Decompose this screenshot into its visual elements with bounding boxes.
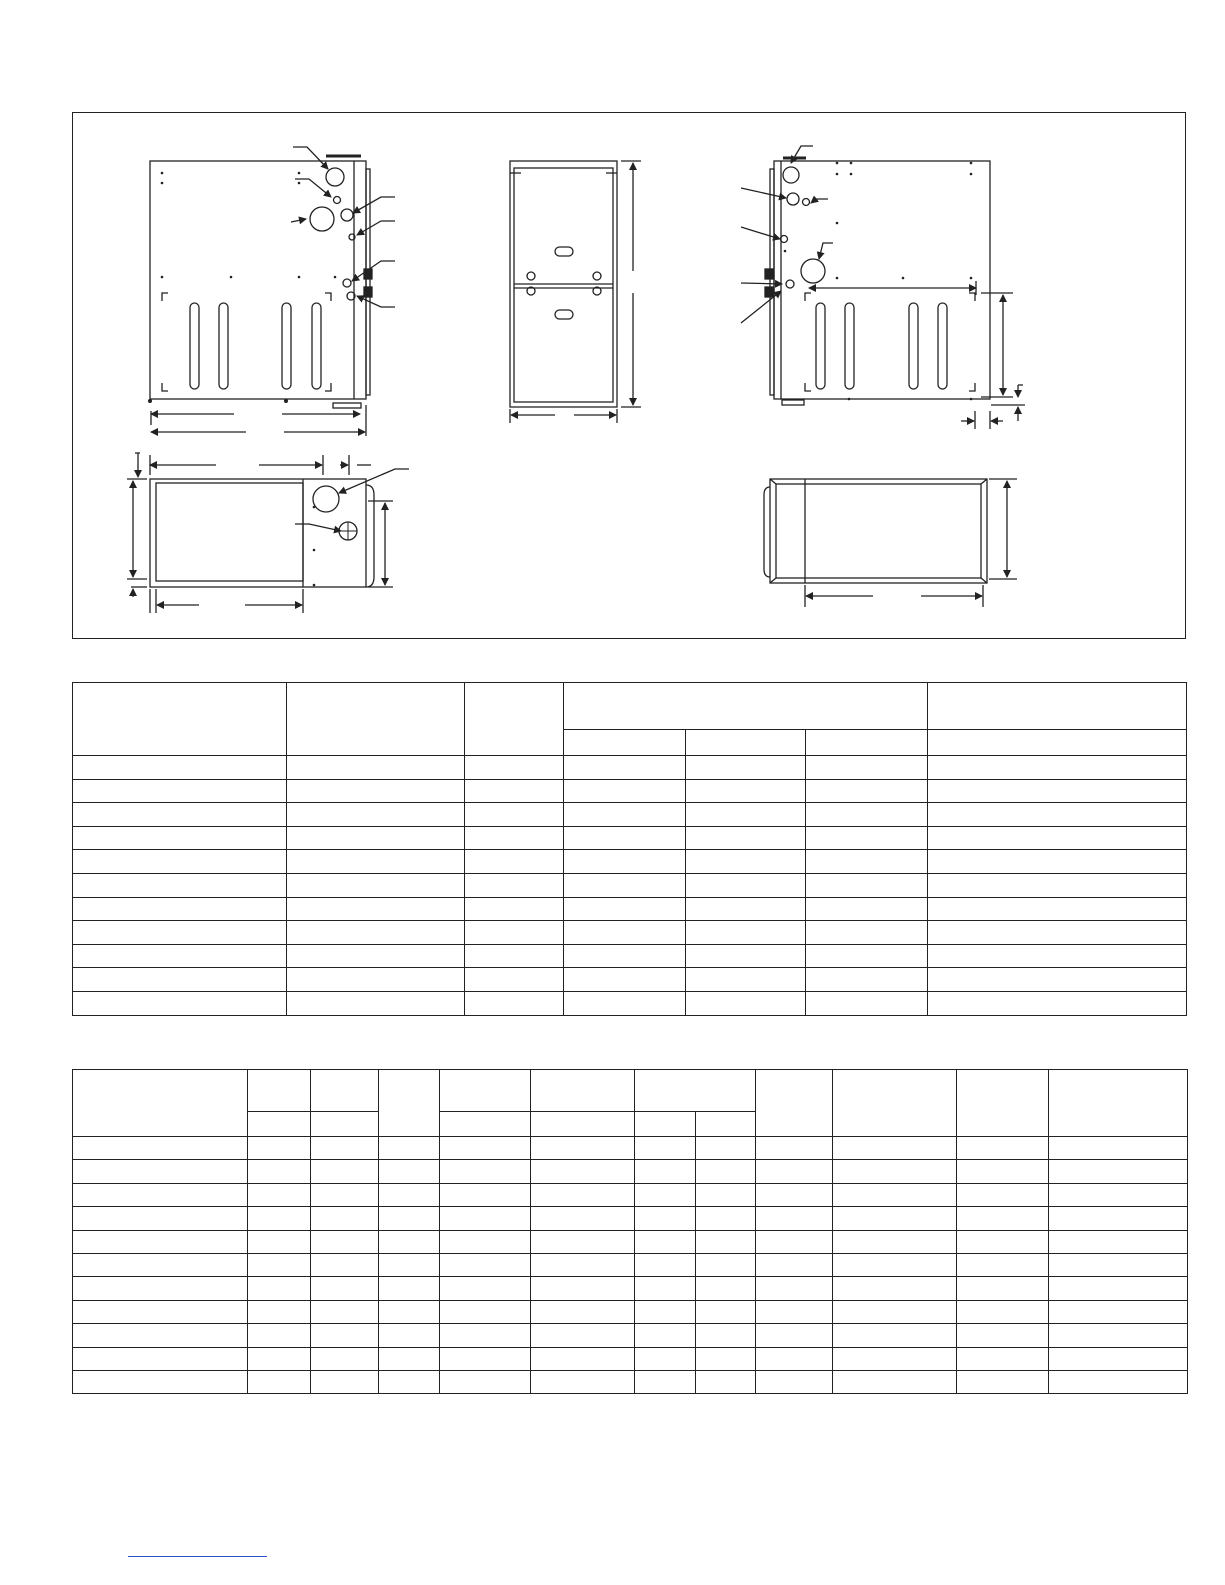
table-cell [928, 826, 1187, 850]
table-cell [956, 1207, 1049, 1230]
table-cell [287, 991, 465, 1015]
table-cell [806, 873, 928, 897]
table-cell [564, 826, 686, 850]
table-cell [696, 1207, 756, 1230]
table-cell [465, 756, 564, 780]
table-cell [806, 968, 928, 992]
table-cell [928, 921, 1187, 945]
table-cell [287, 850, 465, 874]
header-cell [73, 683, 287, 756]
table-cell [686, 968, 806, 992]
table-cell [73, 991, 287, 1015]
front-view [510, 161, 641, 423]
dimension-table [72, 1069, 1188, 1394]
table-cell [832, 1207, 956, 1230]
table-cell [756, 1230, 832, 1253]
header-cell [564, 683, 928, 730]
table-cell [310, 1253, 378, 1276]
table-cell [634, 1370, 695, 1393]
table-cell [310, 1183, 378, 1206]
table-cell [806, 897, 928, 921]
table-cell [465, 991, 564, 1015]
bottom-cabinet-outline [150, 479, 366, 587]
header-cell [531, 1070, 634, 1112]
right-side-view [741, 146, 1025, 429]
table-cell [564, 968, 686, 992]
table-cell [73, 756, 287, 780]
table-cell [832, 1253, 956, 1276]
table-cell [956, 1160, 1049, 1183]
header-cell [310, 1112, 378, 1137]
left-vent-knockout [326, 168, 344, 186]
table-cell [696, 1137, 756, 1160]
table-cell [439, 1370, 530, 1393]
table-cell [73, 1137, 248, 1160]
right-cabinet-outline [774, 161, 990, 399]
table-cell [287, 826, 465, 850]
table-cell [564, 756, 686, 780]
table-cell [73, 873, 287, 897]
header-cell [564, 730, 686, 756]
header-cell [634, 1112, 695, 1137]
table-cell [378, 1370, 439, 1393]
table-cell [287, 756, 465, 780]
table-cell [956, 1183, 1049, 1206]
header-cell [287, 683, 465, 756]
table-row [73, 1370, 1188, 1393]
table-cell [756, 1183, 832, 1206]
table-cell [531, 1347, 634, 1370]
table-body [73, 756, 1187, 1016]
table-cell [956, 1253, 1049, 1276]
table-cell [956, 1370, 1049, 1393]
table-cell [696, 1230, 756, 1253]
table-row [73, 850, 1187, 874]
table-cell [73, 921, 287, 945]
right-flue-knockout [801, 259, 825, 283]
table-cell [956, 1277, 1049, 1300]
table-cell [287, 779, 465, 803]
table-cell [686, 944, 806, 968]
table-cell [696, 1160, 756, 1183]
table-cell [310, 1277, 378, 1300]
table-cell [248, 1277, 310, 1300]
table-cell [248, 1160, 310, 1183]
header-cell [806, 730, 928, 756]
table-cell [73, 826, 287, 850]
table-cell [73, 803, 287, 827]
table-cell [686, 991, 806, 1015]
table-cell [73, 1230, 248, 1253]
table-cell [248, 1230, 310, 1253]
table-cell [378, 1207, 439, 1230]
header-cell [531, 1112, 634, 1137]
header-cell [696, 1112, 756, 1137]
header-cell [378, 1070, 439, 1137]
table-cell [634, 1160, 695, 1183]
table-cell [287, 803, 465, 827]
table-cell [1049, 1277, 1188, 1300]
table-row [73, 1347, 1188, 1370]
header-row [73, 683, 1187, 730]
table-cell [686, 756, 806, 780]
table-cell [756, 1253, 832, 1276]
table-cell [686, 873, 806, 897]
header-cell [439, 1112, 530, 1137]
table-cell [696, 1300, 756, 1323]
table-cell [634, 1137, 695, 1160]
table-cell [1049, 1324, 1188, 1347]
table-cell [806, 944, 928, 968]
table-cell [756, 1370, 832, 1393]
table-cell [531, 1137, 634, 1160]
table-cell [310, 1324, 378, 1347]
table-cell [378, 1347, 439, 1370]
table-cell [439, 1183, 530, 1206]
table-cell [956, 1137, 1049, 1160]
table-cell [634, 1230, 695, 1253]
table-cell [310, 1347, 378, 1370]
header-cell [73, 1070, 248, 1137]
table-cell [73, 1160, 248, 1183]
table-cell [928, 850, 1187, 874]
table-cell [956, 1324, 1049, 1347]
table-cell [439, 1230, 530, 1253]
table-cell [248, 1370, 310, 1393]
table-cell [564, 803, 686, 827]
table-cell [564, 991, 686, 1015]
table-cell [531, 1370, 634, 1393]
table-cell [248, 1347, 310, 1370]
table-cell [756, 1160, 832, 1183]
table-cell [806, 826, 928, 850]
table-cell [1049, 1300, 1188, 1323]
table-cell [465, 944, 564, 968]
table-cell [756, 1207, 832, 1230]
table-cell [686, 897, 806, 921]
table-cell [248, 1137, 310, 1160]
table-cell [928, 897, 1187, 921]
table-cell [287, 921, 465, 945]
table-cell [73, 779, 287, 803]
bottom-view [127, 453, 409, 613]
table-body [73, 1137, 1188, 1394]
table-cell [73, 1347, 248, 1370]
table-cell [564, 944, 686, 968]
table-cell [832, 1160, 956, 1183]
table-cell [634, 1253, 695, 1276]
table-cell [634, 1324, 695, 1347]
table-cell [634, 1277, 695, 1300]
table-cell [1049, 1230, 1188, 1253]
table-cell [956, 1230, 1049, 1253]
table-cell [832, 1347, 956, 1370]
table-cell [806, 756, 928, 780]
table-cell [439, 1253, 530, 1276]
table-cell [73, 1183, 248, 1206]
table-cell [465, 897, 564, 921]
header-cell [634, 1070, 756, 1112]
table-row [73, 897, 1187, 921]
table-cell [928, 803, 1187, 827]
table-cell [73, 944, 287, 968]
table-cell [928, 779, 1187, 803]
table-cell [806, 850, 928, 874]
table-cell [832, 1370, 956, 1393]
table-row [73, 1160, 1188, 1183]
table-cell [73, 1324, 248, 1347]
table-cell [634, 1183, 695, 1206]
table-cell [310, 1137, 378, 1160]
table-cell [248, 1300, 310, 1323]
table-cell [928, 873, 1187, 897]
table-cell [287, 968, 465, 992]
table-row [73, 803, 1187, 827]
table-cell [832, 1300, 956, 1323]
table-row [73, 1324, 1188, 1347]
table-row [73, 968, 1187, 992]
specification-table [72, 682, 1187, 1016]
table-cell [465, 803, 564, 827]
table-cell [531, 1183, 634, 1206]
table-cell [564, 873, 686, 897]
table-cell [634, 1347, 695, 1370]
table-row [73, 1183, 1188, 1206]
table-cell [956, 1300, 1049, 1323]
table-cell [73, 1207, 248, 1230]
table-row [73, 873, 1187, 897]
table-row [73, 991, 1187, 1015]
table-cell [696, 1347, 756, 1370]
footer-link-underline [128, 1556, 267, 1557]
table-cell [1049, 1137, 1188, 1160]
bottom-flue-opening [313, 486, 339, 512]
table-cell [1049, 1160, 1188, 1183]
table-cell [832, 1324, 956, 1347]
table-cell [696, 1324, 756, 1347]
table-cell [439, 1347, 530, 1370]
top-cabinet-outline [770, 479, 987, 583]
table-row [73, 944, 1187, 968]
header-cell [756, 1070, 832, 1137]
table-cell [1049, 1207, 1188, 1230]
header-cell [465, 683, 564, 756]
table-cell [465, 779, 564, 803]
left-cabinet-outline [150, 161, 366, 399]
table-cell [832, 1277, 956, 1300]
table-row [73, 826, 1187, 850]
table-cell [564, 850, 686, 874]
table-cell [956, 1347, 1049, 1370]
table-cell [531, 1207, 634, 1230]
table-cell [1049, 1183, 1188, 1206]
header-cell [248, 1112, 310, 1137]
table-cell [928, 944, 1187, 968]
table-cell [465, 873, 564, 897]
table-cell [248, 1253, 310, 1276]
table-row [73, 756, 1187, 780]
table-cell [832, 1137, 956, 1160]
right-vent-knockout [783, 167, 799, 183]
table-cell [634, 1300, 695, 1323]
table-cell [248, 1183, 310, 1206]
table-cell [439, 1160, 530, 1183]
table-cell [756, 1137, 832, 1160]
header-row [73, 1070, 1188, 1112]
table-cell [634, 1207, 695, 1230]
table-cell [1049, 1347, 1188, 1370]
table-cell [73, 850, 287, 874]
table-cell [756, 1300, 832, 1323]
table-cell [686, 779, 806, 803]
header-cell [1049, 1070, 1188, 1137]
header-cell [310, 1070, 378, 1112]
table-cell [686, 921, 806, 945]
table-cell [378, 1324, 439, 1347]
table-cell [756, 1277, 832, 1300]
table-row [73, 779, 1187, 803]
table-cell [1049, 1370, 1188, 1393]
table-cell [564, 779, 686, 803]
header-cell [928, 730, 1187, 756]
table-cell [531, 1277, 634, 1300]
header-cell [439, 1070, 530, 1112]
top-view [764, 479, 1017, 607]
table-cell [686, 850, 806, 874]
table-cell [531, 1253, 634, 1276]
table-cell [928, 968, 1187, 992]
table-cell [310, 1230, 378, 1253]
table-cell [1049, 1253, 1188, 1276]
table-cell [73, 1370, 248, 1393]
table-row [73, 921, 1187, 945]
table-cell [287, 944, 465, 968]
table-cell [756, 1324, 832, 1347]
table-cell [378, 1230, 439, 1253]
table-cell [531, 1230, 634, 1253]
table-cell [439, 1324, 530, 1347]
table-cell [287, 897, 465, 921]
table-cell [806, 991, 928, 1015]
table-cell [806, 803, 928, 827]
dimension-drawing-panel [72, 112, 1186, 639]
table-cell [310, 1160, 378, 1183]
table-cell [686, 803, 806, 827]
table-cell [73, 1253, 248, 1276]
table-cell [439, 1300, 530, 1323]
table-row [73, 1300, 1188, 1323]
table-row [73, 1207, 1188, 1230]
table-cell [696, 1277, 756, 1300]
table-cell [928, 991, 1187, 1015]
table-cell [696, 1370, 756, 1393]
table-row [73, 1230, 1188, 1253]
table-cell [310, 1207, 378, 1230]
table-cell [696, 1183, 756, 1206]
table-cell [310, 1370, 378, 1393]
header-cell [928, 683, 1187, 730]
table-cell [378, 1160, 439, 1183]
table-cell [310, 1300, 378, 1323]
table-cell [439, 1277, 530, 1300]
table-cell [439, 1207, 530, 1230]
header-cell [956, 1070, 1049, 1137]
table-cell [248, 1324, 310, 1347]
table-cell [248, 1207, 310, 1230]
table-cell [806, 779, 928, 803]
table-cell [531, 1324, 634, 1347]
table-row [73, 1137, 1188, 1160]
table-cell [378, 1137, 439, 1160]
table-cell [832, 1183, 956, 1206]
table-cell [73, 1277, 248, 1300]
table-cell [806, 921, 928, 945]
table-cell [465, 850, 564, 874]
table-cell [287, 873, 465, 897]
table-cell [73, 968, 287, 992]
header-cell [248, 1070, 310, 1112]
table-row [73, 1277, 1188, 1300]
table-cell [686, 826, 806, 850]
table-cell [756, 1347, 832, 1370]
table-cell [564, 921, 686, 945]
table-cell [439, 1137, 530, 1160]
table-cell [73, 897, 287, 921]
table-cell [73, 1300, 248, 1323]
table-cell [696, 1253, 756, 1276]
table-cell [378, 1183, 439, 1206]
table-row [73, 1253, 1188, 1276]
left-flue-knockout [310, 207, 334, 231]
header-cell [832, 1070, 956, 1137]
table-cell [564, 897, 686, 921]
table-cell [465, 968, 564, 992]
table-cell [378, 1277, 439, 1300]
table-cell [378, 1253, 439, 1276]
table-cell [465, 826, 564, 850]
left-side-view [148, 147, 395, 436]
table-cell [378, 1300, 439, 1323]
table-cell [832, 1230, 956, 1253]
table-cell [465, 921, 564, 945]
table-cell [928, 756, 1187, 780]
table-cell [531, 1300, 634, 1323]
table-cell [531, 1160, 634, 1183]
header-cell [686, 730, 806, 756]
